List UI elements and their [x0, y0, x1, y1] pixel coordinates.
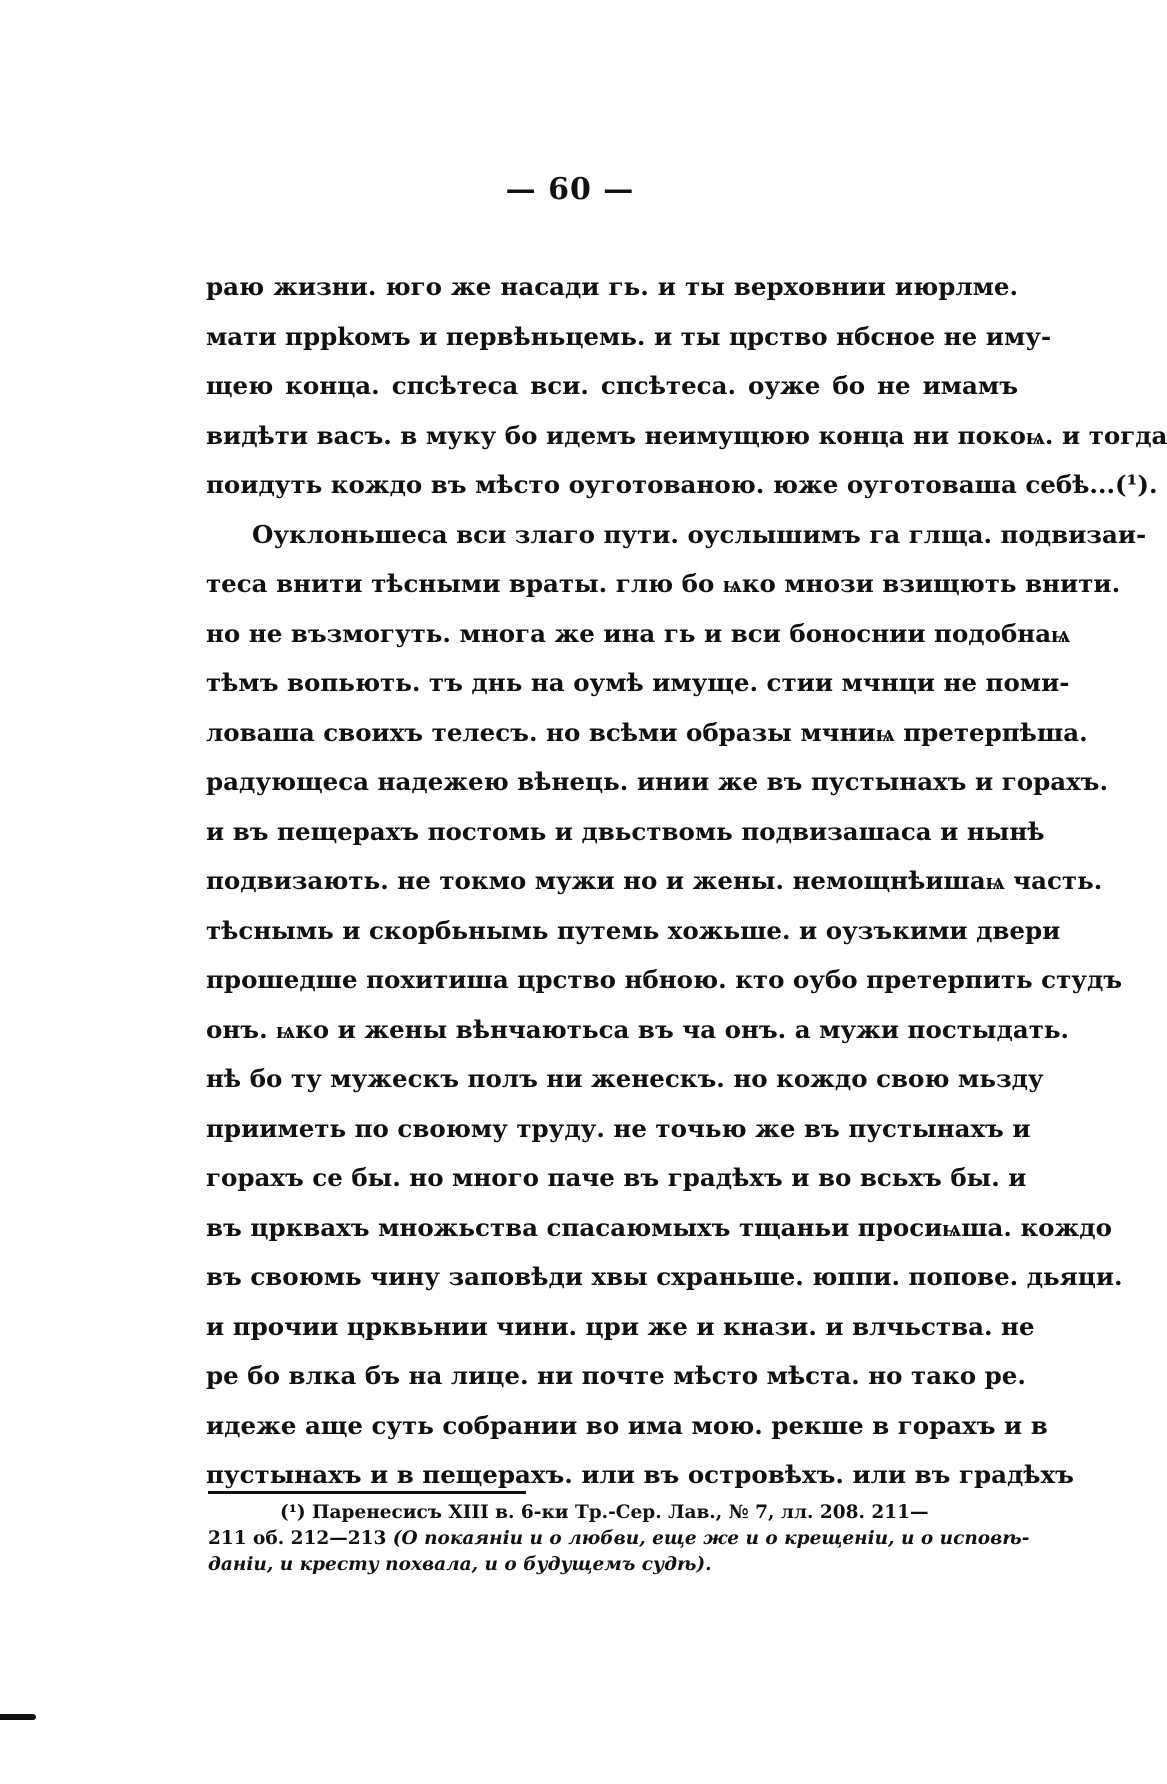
- body-text: [206, 262, 1167, 1500]
- text-line: радующеса надежею вѣнець. инии же въ пустынахъ и горахъ.: [206, 767, 1109, 796]
- text-line: и въ пещерахъ постомь и двьствомь подвизашаса и нынѣ: [206, 816, 1045, 846]
- text-line: идеже аще суть собрании во има мою. рекше в горахъ и в: [206, 1410, 1048, 1440]
- text-line: нѣ бо ту мужескъ полъ ни женескъ. но кождо свою мьзду: [206, 1064, 1044, 1093]
- text-line: но не възмогуть. многа же ина гь и вси боноснии подобнаѩ: [206, 618, 1071, 648]
- text-line: тѣснымь и скорбьнымь путемь хожьше. и оузъкими двери: [206, 915, 1061, 945]
- text-line: поидуть кождо въ мѣсто оуготованою. юже оуготоваша себѣ...(¹).: [206, 470, 1158, 499]
- text-line: подвизають. не токмо мужи но и жены. немощнѣишаѩ часть.: [206, 866, 1103, 895]
- text-line: пустынахъ и в пещерахъ. или въ островѣхъ. или въ градѣхъ: [206, 1460, 1074, 1489]
- text-line: тѣмъ вопьють. тъ днь на оумѣ имуще. стии мчнци не поми-: [206, 668, 1070, 697]
- footnote-line: (¹) Паренесисъ XIII в. 6-ки Тр.-Сер. Лав., № 7, лл. 208. 211—: [280, 1502, 929, 1523]
- text-line: въ своюмь чину заповѣди хвы схраньше. юппи. попове. дьяци.: [206, 1262, 1123, 1291]
- text-line: прииметь по своюму труду. не точью же въ пустынахъ и: [206, 1113, 1031, 1143]
- text-line: прошедше похитиша црство нбною. кто оубо претерпить студъ: [206, 965, 1123, 994]
- text-line: горахъ се бы. но много паче въ градѣхъ и во всьхъ бы. и: [206, 1163, 1027, 1192]
- footnote-line: даніи, и кресту похвала, и о будущемъ судѣ).: [208, 1554, 712, 1575]
- page-number: — 60 —: [505, 172, 635, 207]
- footnote-divider: [208, 1491, 526, 1494]
- paragraph-start-line: Оуклоньшеса вси злаго пути. оуслышимъ га глща. подвизаи-: [252, 519, 1147, 549]
- text-line: ре бо влка бъ на лице. ни почте мѣсто мѣста. но тако ре.: [206, 1361, 1026, 1390]
- text-line: теса внити тѣсными враты. глю бо ѩко мнози взищють внити.: [206, 569, 1121, 598]
- text-line: онъ. ѩко и жены вѣнчаютьса въ ча онъ. а мужи постыдать.: [206, 1014, 1070, 1044]
- text-line: щею конца. спсѣтеса вси. спсѣтеса. оуже бо не имамъ: [206, 371, 1018, 400]
- text-line: раю жизни. юго же насади гь. и ты верховнии июрлме.: [206, 272, 1018, 301]
- footnote-text: 211 об. 212—213: [208, 1528, 393, 1549]
- text-line: въ црквахъ множьства спасаюмыхъ тщаньи просиѩша. кождо: [206, 1212, 1112, 1242]
- text-line: ловаша своихъ телесъ. но всѣми образы мчниѩ претерпѣша.: [206, 717, 1088, 747]
- footnote-line: [208, 1526, 1030, 1552]
- text-line: мати пррkомъ и первѣньцемь. и ты црство нбсное не иму-: [206, 321, 1052, 351]
- scan-edge-mark: [0, 1714, 36, 1720]
- text-line: видѣти васъ. в муку бо идемъ неимущюю конца ни покоѩ. и тогда: [206, 420, 1167, 450]
- text-line: и прочии црквьнии чини. цри же и кнази. и влчьства. не: [206, 1311, 1035, 1341]
- footnote-title-text: (О покаяніи и о любви, еще же и о крещеніи, и о исповѣ-: [392, 1528, 1030, 1549]
- footnote: [208, 1500, 1030, 1578]
